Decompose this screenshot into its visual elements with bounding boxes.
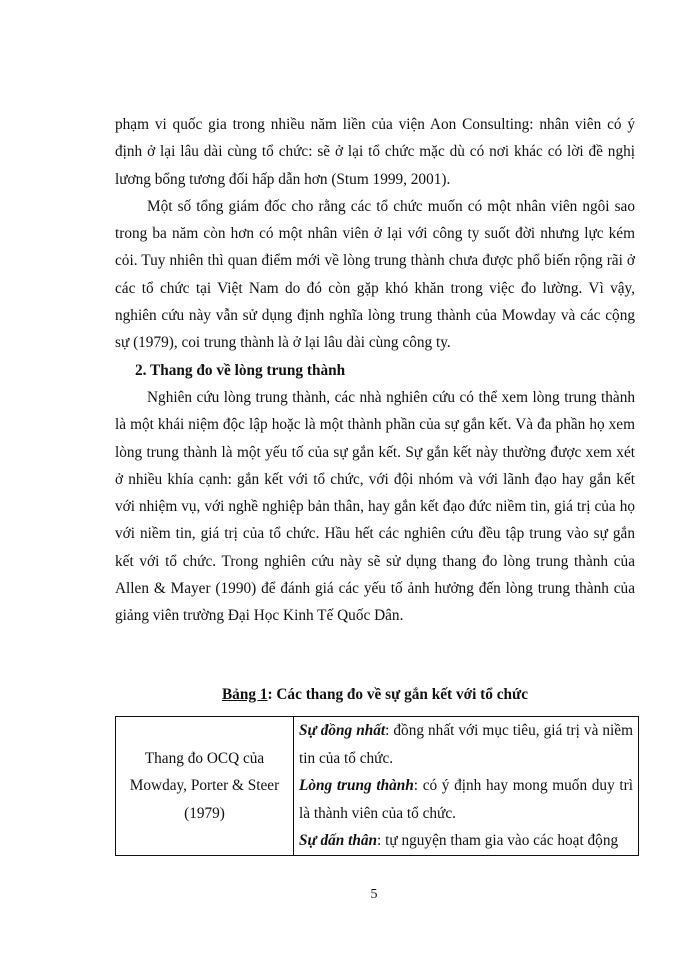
- table-cell-scale-name: Thang đo OCQ của Mowday, Porter & Steer (1979): [116, 717, 294, 856]
- table-row: [116, 717, 639, 856]
- dimension-term: Sự dấn thân: [299, 832, 378, 849]
- dimension-desc: : tự nguyện tham gia vào các hoạt động: [377, 832, 619, 849]
- table-caption: [115, 683, 635, 707]
- dimension-desc: : đồng nhất với mục tiêu, giá trị và niềm tin của tổ chức.: [299, 722, 633, 767]
- body-text: [115, 111, 635, 630]
- dimension-item: [299, 717, 633, 772]
- dimension-term: Lòng trung thành: [299, 777, 414, 794]
- dimension-term: Sự đồng nhất: [299, 722, 386, 739]
- section-heading: 2. Thang đo về lòng trung thành: [135, 361, 346, 379]
- paragraph-ceo-opinion: Một số tổng giám đốc cho rằng các tổ chức muốn có một nhân viên ngôi sao trong ba năm còn hơn có một nhân viên ở lại với công ty suốt đời nhưng lực kém cỏi. Tuy nhiên thì quan điểm mới về lòng trung thành chưa được phổ biến rộng rãi ở các tổ chức tại Việt Nam do đó còn gặp khó khăn trong việc đo lường. Vì vậy, nghiên cứu này vẫn sử dụng định nghĩa lòng trung thành của Mowday và các cộng sự (1979), coi trung thành là ở lại lâu dài cùng công ty.: [115, 197, 635, 352]
- page-number: 5: [370, 887, 378, 902]
- paragraph-loyalty-research: Nghiên cứu lòng trung thành, các nhà nghiên cứu có thể xem lòng trung thành là một khái niệm độc lập hoặc là một thành phần của sự gắn kết. Và đa phần họ xem lòng trung thành là một yếu tố của sự gắn kết. Sự gắn kết này thường được xem xét ở nhiều khía cạnh: gắn kết với tổ chức, với đội nhóm và với lãnh đạo hay gắn kết với nhiệm vụ, với nghề nghiệp bản thân, hay gắn kết đạo đức niềm tin, giá trị của họ với niềm tin, giá trị của tổ chức. Hầu hết các nghiên cứu đều tập trung vào sự gắn kết với tổ chức. Trong nghiên cứu này sẽ sử dụng thang đo lòng trung thành của Allen & Mayer (1990) để đánh giá các yếu tố ảnh hưởng đến lòng trung thành của giảng viên trường Đại Học Kinh Tế Quốc Dân.: [115, 388, 635, 625]
- scale-table: [115, 716, 639, 856]
- dimension-item: [299, 772, 633, 827]
- table-caption-label: Bảng 1: [221, 686, 268, 703]
- table-cell-dimensions: [294, 717, 639, 856]
- paragraph-continuation: phạm vi quốc gia trong nhiều năm liền của viện Aon Consulting: nhân viên có ý định ở lại lâu dài cùng tổ chức: sẽ ở lại tổ chức mặc dù có nơi khác có lời đề nghị lương bổng tương đối hấp dẫn hơn (Stum 1999, 2001).: [115, 116, 635, 188]
- dimension-desc: : có ý định hay mong muốn duy trì là thành viên của tổ chức.: [299, 777, 633, 822]
- table-caption-text: : Các thang đo về sự gắn kết với tổ chức: [267, 686, 528, 703]
- dimension-item: [299, 827, 633, 855]
